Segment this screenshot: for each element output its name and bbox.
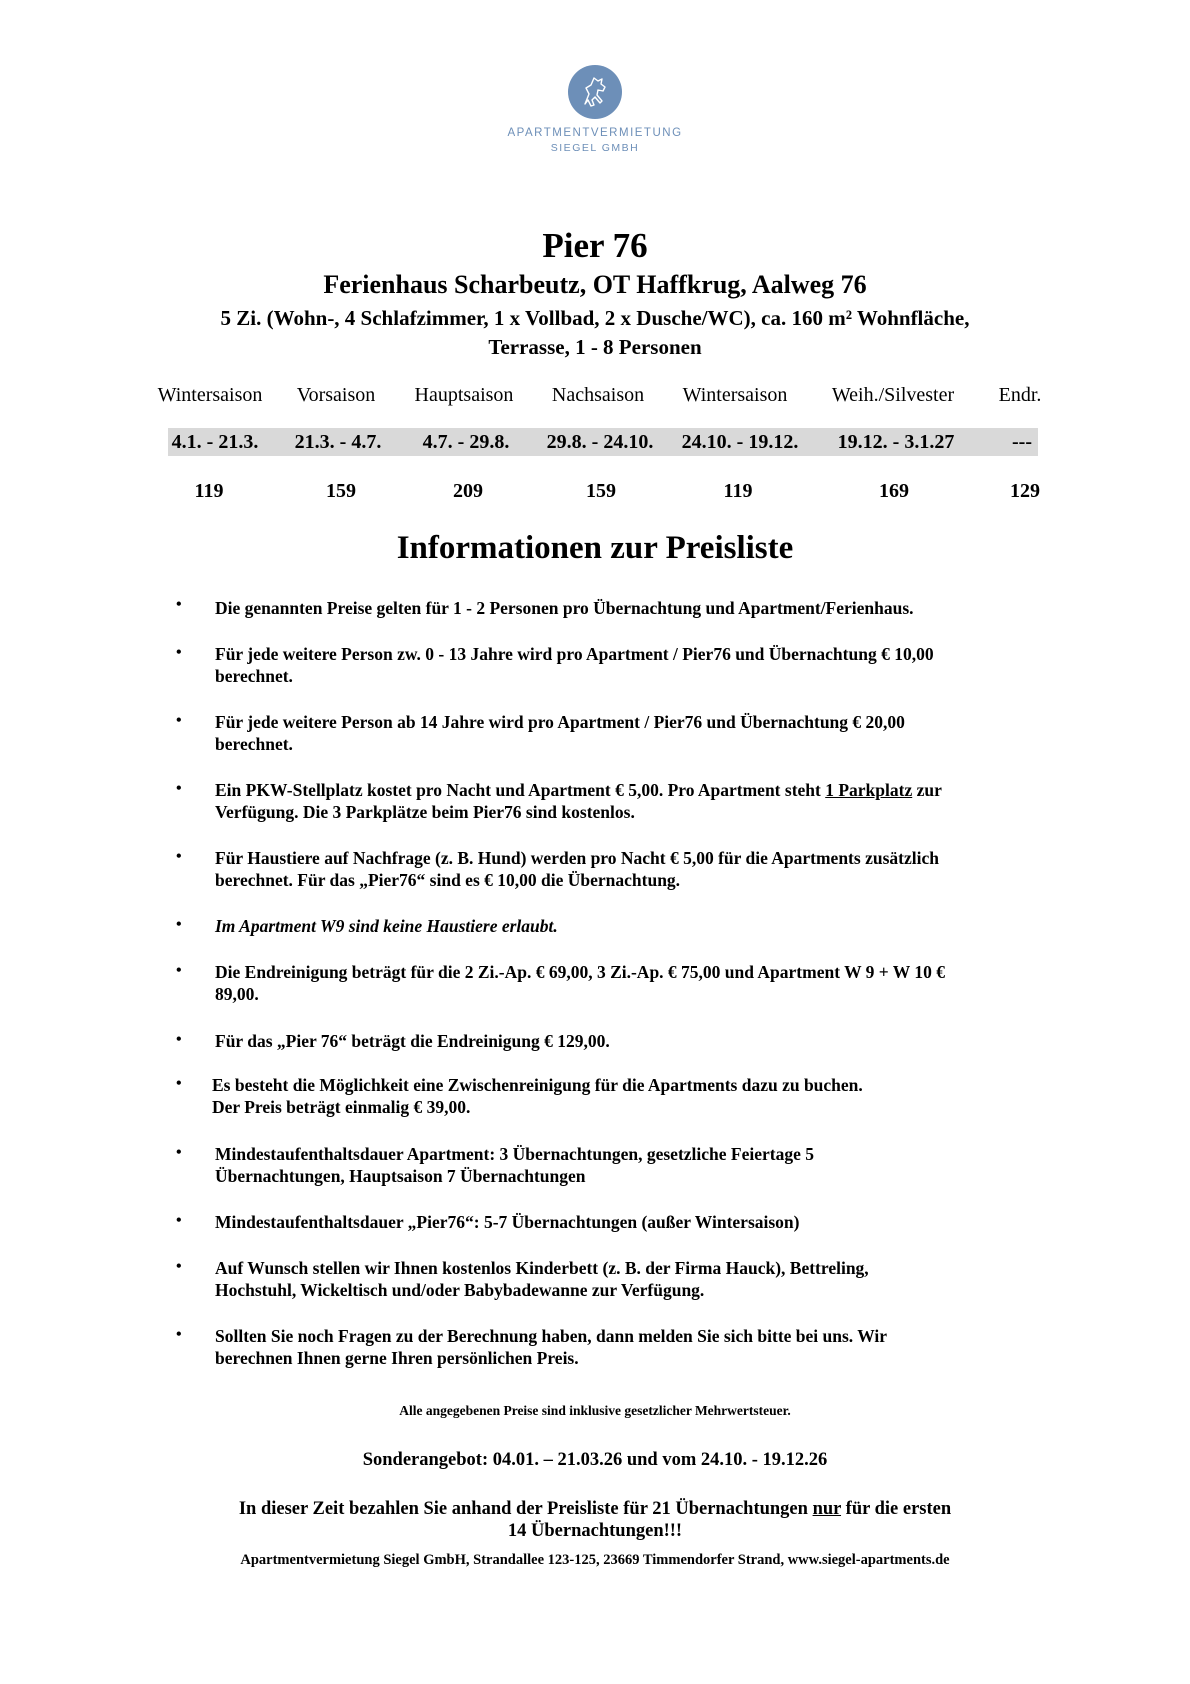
bullet-icon: • xyxy=(176,962,182,979)
season-price: 159 xyxy=(586,480,616,502)
list-item xyxy=(212,1074,1062,1118)
list-item xyxy=(215,847,1065,891)
list-item xyxy=(215,915,1065,937)
season-price: 129 xyxy=(1010,480,1040,502)
season-header: Nachsaison xyxy=(551,384,645,406)
bullet-icon: • xyxy=(176,712,182,729)
list-item-text: 89,00. xyxy=(215,984,259,1004)
bullet-icon: • xyxy=(176,780,182,797)
season-header: Endr. xyxy=(998,384,1042,406)
horse-logo-icon xyxy=(567,64,623,120)
list-item-text: berechnet. xyxy=(215,666,293,686)
property-details-1: 5 Zi. (Wohn-, 4 Schlafzimmer, 1 x Vollbad, 2 x Dusche/WC), ca. 160 m² Wohnfläche, xyxy=(220,306,970,330)
only-highlight: nur xyxy=(812,1499,842,1519)
list-item xyxy=(215,1325,1065,1369)
season-price: 169 xyxy=(879,480,909,502)
special-offer: Sonderangebot: 04.01. – 21.03.26 und vom 24.10. - 19.12.26 xyxy=(362,1450,828,1470)
list-item-text: Auf Wunsch stellen wir Ihnen kostenlos Kinderbett (z. B. der Firma Hauck), Bettreling, xyxy=(215,1258,869,1278)
list-item xyxy=(215,1211,1065,1233)
logo-line-1: APARTMENTVERMIETUNG xyxy=(507,127,683,139)
list-item-text: berechnet. Für das „Pier76“ sind es € 10,00 die Übernachtung. xyxy=(215,870,681,890)
bullet-icon: • xyxy=(176,1031,182,1048)
list-item-text: Für jede weitere Person zw. 0 - 13 Jahre wird pro Apartment / Pier76 und Übernachtung € 10,00 xyxy=(215,644,934,664)
list-item-text: Es besteht die Möglichkeit eine Zwischenreinigung für die Apartments dazu zu buchen. xyxy=(212,1075,863,1095)
list-item-text: Für jede weitere Person ab 14 Jahre wird pro Apartment / Pier76 und Übernachtung € 20,00 xyxy=(215,712,905,732)
list-item xyxy=(215,1030,1065,1052)
company-logo xyxy=(0,64,1190,153)
bullet-icon: • xyxy=(176,644,182,661)
info-heading: Informationen zur Preisliste xyxy=(396,530,794,566)
season-header: Wintersaison xyxy=(157,384,263,406)
page-title: Pier 76 xyxy=(542,226,648,265)
season-price: 119 xyxy=(723,480,753,502)
list-item xyxy=(215,643,1065,687)
list-item xyxy=(215,1257,1065,1301)
season-price: 119 xyxy=(194,480,224,502)
list-item xyxy=(215,1143,1065,1187)
property-address: Ferienhaus Scharbeutz, OT Haffkrug, Aalweg 76 xyxy=(323,270,867,299)
list-item-text: Die genannten Preise gelten für 1 - 2 Personen pro Übernachtung und Apartment/Ferienhaus. xyxy=(215,598,914,618)
season-dates: --- xyxy=(1012,431,1032,453)
season-dates: 4.7. - 29.8. xyxy=(422,431,510,453)
bullet-icon: • xyxy=(176,1144,182,1161)
season-dates: 19.12. - 3.1.27 xyxy=(837,431,955,453)
season-dates: 29.8. - 24.10. xyxy=(546,431,654,453)
season-header: Wintersaison xyxy=(682,384,788,406)
list-item xyxy=(215,711,1065,755)
season-price: 209 xyxy=(453,480,483,502)
bullet-icon: • xyxy=(176,1075,182,1092)
season-dates: 24.10. - 19.12. xyxy=(681,431,799,453)
bullet-icon: • xyxy=(176,1326,182,1343)
season-header: Hauptsaison xyxy=(414,384,514,406)
list-item-text: Hochstuhl, Wickeltisch und/oder Babybadewanne zur Verfügung. xyxy=(215,1280,705,1300)
list-item-text: berechnet. xyxy=(215,734,293,754)
property-details-2: Terrasse, 1 - 8 Personen xyxy=(488,335,702,359)
season-price: 159 xyxy=(326,480,356,502)
season-dates: 4.1. - 21.3. xyxy=(171,431,259,453)
list-item-text: Sollten Sie noch Fragen zu der Berechnung haben, dann melden Sie sich bitte bei uns. Wir xyxy=(215,1326,888,1346)
list-item-text: Mindestaufenthaltsdauer Apartment: 3 Übernachtungen, gesetzliche Feiertage 5 xyxy=(215,1144,814,1164)
vat-note: Alle angegebenen Preise sind inklusive gesetzlicher Mehrwertsteuer. xyxy=(399,1403,791,1418)
company-footer: Apartmentvermietung Siegel GmbH, Strandallee 123-125, 23669 Timmendorfer Strand, www.siegel-apartments.de xyxy=(240,1552,950,1568)
list-item-text: Für Haustiere auf Nachfrage (z. B. Hund) werden pro Nacht € 5,00 für die Apartments zusätzlich xyxy=(215,848,939,868)
season-header: Vorsaison xyxy=(296,384,376,406)
bullet-icon: • xyxy=(176,848,182,865)
parking-highlight: 1 Parkplatz xyxy=(825,780,913,800)
bullet-icon: • xyxy=(176,596,182,613)
list-item-text: Die Endreinigung beträgt für die 2 Zi.-Ap. € 69,00, 3 Zi.-Ap. € 75,00 und Apartment W 9 + W 10 € xyxy=(215,962,945,982)
list-item xyxy=(215,961,1065,1005)
list-item-text: Mindestaufenthaltsdauer „Pier76“: 5-7 Übernachtungen (außer Wintersaison) xyxy=(215,1212,800,1232)
list-item-text: Im Apartment W9 sind keine Haustiere erlaubt. xyxy=(215,916,558,936)
list-item-text: Der Preis beträgt einmalig € 39,00. xyxy=(212,1097,471,1117)
list-item-text: Übernachtungen, Hauptsaison 7 Übernachtungen xyxy=(215,1166,586,1186)
bullet-icon: • xyxy=(176,916,182,933)
list-item xyxy=(215,779,1065,823)
special-offer-detail: In dieser Zeit bezahlen Sie anhand der Preisliste für 21 Übernachtungen nur für die ersten 14 Übernachtungen!!! xyxy=(238,1499,952,1541)
list-item xyxy=(215,597,1065,619)
bullet-icon: • xyxy=(176,1212,182,1229)
bullet-icon: • xyxy=(176,1258,182,1275)
season-dates: 21.3. - 4.7. xyxy=(294,431,382,453)
list-item-text: Ein PKW-Stellplatz kostet pro Nacht und Apartment € 5,00. Pro Apartment steht 1 Parkplatz zur xyxy=(215,780,942,800)
list-item-text: Verfügung. Die 3 Parkplätze beim Pier76 sind kostenlos. xyxy=(215,802,635,822)
list-item-text: berechnen Ihnen gerne Ihren persönlichen Preis. xyxy=(215,1348,579,1368)
season-header: Weih./Silvester xyxy=(831,384,955,406)
list-item-text: Für das „Pier 76“ beträgt die Endreinigung € 129,00. xyxy=(215,1031,610,1051)
logo-line-2: SIEGEL GMBH xyxy=(550,141,640,154)
